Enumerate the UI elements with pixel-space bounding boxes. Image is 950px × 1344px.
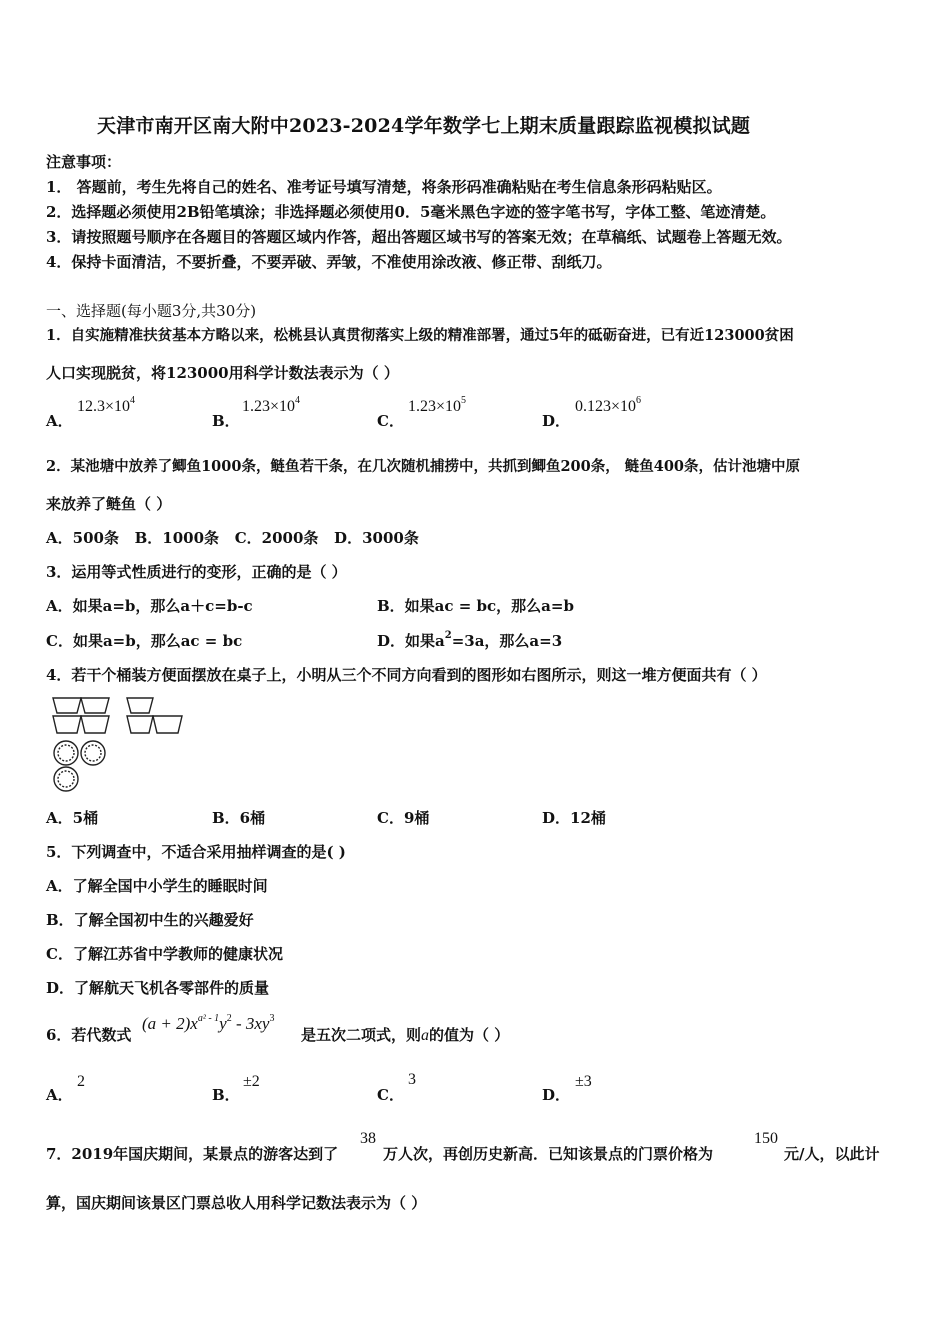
note-item: 3．请按照题号顺序在各题目的答题区域内作答，超出答题区域书写的答案无效；在草稿纸、试题卷上答题无效。 xyxy=(46,228,792,246)
q7-stem-part1: 7．2019年国庆期间，某景点的游客达到了 xyxy=(46,1145,339,1163)
q2-stem-line1: 2．某池塘中放养了鲫鱼1000条，鲢鱼若干条，在几次随机捕捞中，共抓到鲫鱼200条， 鲢鱼400条，估计池塘中原 xyxy=(46,458,801,475)
q5-stem: 5．下列调查中，不适合采用抽样调查的是( ) xyxy=(46,843,346,861)
q4-option-c: C．9桶 xyxy=(377,809,430,827)
q1-option-a-label: A． xyxy=(46,412,73,430)
q3-option-c: C．如果a=b，那么ac = bc xyxy=(46,632,243,650)
q1-option-c-value: $1.23\times 10^5$ xyxy=(408,395,467,415)
q4-stem: 4．若干个桶装方便面摆放在桌子上，小明从三个不同方向看到的图形如右图所示，则这一堆方便面共有（ ） xyxy=(46,666,767,684)
q6-option-d-value: ±3 xyxy=(575,1073,592,1090)
q5-option-a: A．了解全国中小学生的睡眠时间 xyxy=(46,877,268,895)
q4-option-a: A．5桶 xyxy=(46,809,99,827)
q1-option-d-label: D． xyxy=(542,412,571,430)
page-title: 天津市南开区南大附中2023-2024学年数学七上期末质量跟踪监视模拟试题 xyxy=(97,115,751,137)
q3-option-a: A．如果a=b，那么a＋c=b-c xyxy=(46,597,253,615)
section-heading: 一、选择题(每小题3分,共30分) xyxy=(46,302,257,320)
q1-option-d-value: $0.123\times 10^6$ xyxy=(575,395,642,415)
q4-option-d: D．12桶 xyxy=(542,809,606,827)
notes-heading: 注意事项： xyxy=(46,153,122,171)
q6-stem-pre: 6．若代数式 xyxy=(46,1026,132,1044)
q6-option-d-label: D． xyxy=(542,1086,571,1104)
q7-stem-part3: 元/人，以此计 xyxy=(784,1145,880,1163)
q5-option-d: D．了解航天飞机各零部件的质量 xyxy=(46,979,270,997)
q6-option-b-label: B． xyxy=(212,1086,240,1104)
q2-options: A．500条 B．1000条 C．2000条 D．3000条 xyxy=(46,529,419,547)
q3-option-d: D．如果$a^2=3a$，那么a=3 xyxy=(377,630,563,650)
q4-three-views-figure xyxy=(50,695,190,795)
q3-stem: 3．运用等式性质进行的变形，正确的是（ ） xyxy=(46,563,347,581)
q7-visitors-value: 38 xyxy=(360,1130,376,1147)
q6-option-a-label: A． xyxy=(46,1086,73,1104)
q1-option-c-label: C． xyxy=(377,412,404,430)
q6-option-a-value: 2 xyxy=(77,1073,85,1090)
q1-option-a-value: $12.3\times 10^4$ xyxy=(77,395,136,415)
note-item: 1． 答题前，考生先将自己的姓名、准考证号填写清楚，将条形码准确粘贴在考生信息条形码粘贴区。 xyxy=(46,178,722,196)
q7-stem-line2: 算，国庆期间该景区门票总收人用科学记数法表示为（ ） xyxy=(46,1194,427,1212)
q5-option-c: C．了解江苏省中学教师的健康状况 xyxy=(46,945,283,963)
q2-stem-line2: 来放养了鲢鱼（ ） xyxy=(46,495,172,513)
q6-option-b-value: ±2 xyxy=(243,1073,260,1090)
q3-option-b: B．如果ac = bc，那么a=b xyxy=(377,597,574,615)
q6-option-c-value: 3 xyxy=(408,1071,416,1088)
q1-option-b-label: B． xyxy=(212,412,240,430)
note-item: 2．选择题必须使用2B铅笔填涂；非选择题必须使用0．5毫米黑色字迹的签字笔书写，字体工整、笔迹清楚。 xyxy=(46,203,776,221)
q1-stem-line2: 人口实现脱贫，将123000用科学计数法表示为（ ） xyxy=(46,364,399,382)
q6-stem-post: 是五次二项式，则a的值为（ ） xyxy=(301,1026,510,1044)
q1-stem-line1: 1．自实施精准扶贫基本方略以来，松桃县认真贯彻落实上级的精准部署，通过5年的砥砺奋进，已有近123000贫困 xyxy=(46,327,794,344)
q6-option-c-label: C． xyxy=(377,1086,404,1104)
q4-option-b: B．6桶 xyxy=(212,809,266,827)
q7-price-value: 150 xyxy=(754,1130,778,1147)
q1-option-b-value: $1.23\times 10^4$ xyxy=(242,395,301,415)
q7-stem-part2: 万人次，再创历史新高．已知该景点的门票价格为 xyxy=(383,1145,714,1163)
q5-option-b: B．了解全国初中生的兴趣爱好 xyxy=(46,911,254,929)
q6-expression: $(a + 2)x^{a^2 - 1}y^2 - 3xy^3$ xyxy=(142,1013,275,1033)
note-item: 4．保持卡面清洁，不要折叠，不要弄破、弄皱，不准使用涂改液、修正带、刮纸刀。 xyxy=(46,253,612,271)
